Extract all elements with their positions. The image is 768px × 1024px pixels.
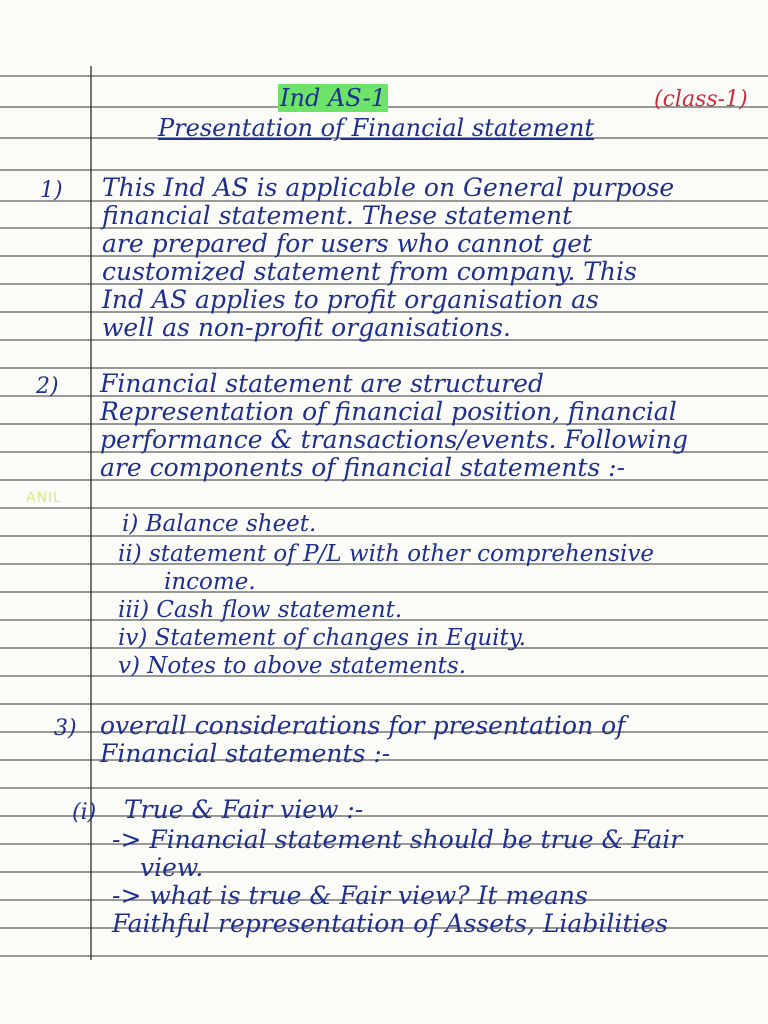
sub-line: view.	[140, 853, 204, 882]
point-1-line: financial statement. These statement	[102, 201, 573, 230]
sub-line: -> Financial statement should be true & Fair	[112, 825, 683, 854]
point-3-line: Financial statements :-	[100, 739, 391, 768]
component-item: iii) Cash flow statement.	[118, 597, 403, 623]
component-item: income.	[164, 569, 256, 595]
point-1-line: Ind AS applies to profit organisation as	[102, 285, 599, 314]
point-3-number: 3)	[54, 716, 77, 741]
component-item: i) Balance sheet.	[122, 511, 317, 537]
component-item: iv) Statement of changes in Equity.	[118, 625, 526, 651]
point-3-line: overall considerations for presentation of	[100, 711, 626, 740]
component-item: v) Notes to above statements.	[118, 653, 467, 679]
sub-heading-number: (i)	[72, 800, 97, 825]
sub-line: -> what is true & Fair view? It means	[112, 881, 588, 910]
point-1-line: well as non-profit organisations.	[102, 313, 511, 342]
point-2-line: are components of financial statements :-	[100, 453, 626, 482]
sub-heading: True & Fair view :-	[124, 795, 364, 824]
point-2-line: performance & transactions/events. Following	[100, 425, 689, 454]
point-2-line: Representation of financial position, financial	[100, 397, 677, 426]
point-1-number: 1)	[40, 178, 63, 203]
class-label: (class-1)	[654, 87, 748, 112]
point-1-line: customized statement from company. This	[102, 257, 637, 286]
title-line-1: Ind AS-1	[280, 84, 386, 112]
point-2-number: 2)	[36, 374, 59, 399]
faint-mark: ANIL	[26, 490, 62, 506]
component-item: ii) statement of P/L with other comprehensive	[118, 541, 654, 567]
sub-line: Faithful representation of Assets, Liabilities	[112, 909, 668, 938]
point-1-line: This Ind AS is applicable on General purpose	[102, 173, 675, 202]
point-2-line: Financial statement are structured	[100, 369, 544, 398]
point-1-line: are prepared for users who cannot get	[102, 229, 593, 258]
title-line-2: Presentation of Financial statement	[158, 114, 595, 142]
